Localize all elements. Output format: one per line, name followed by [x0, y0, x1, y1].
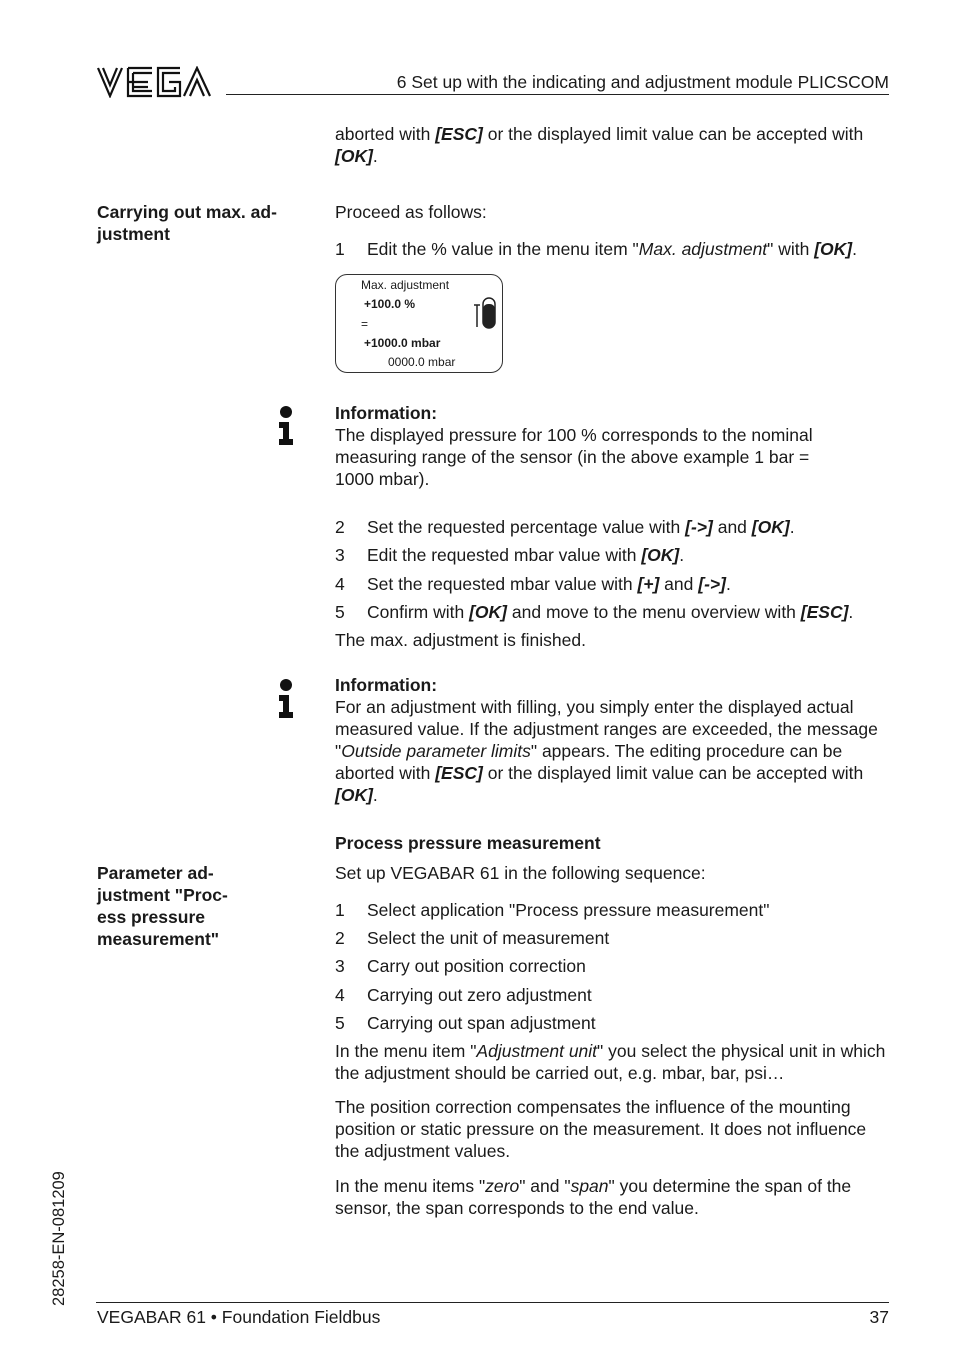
side-heading-max-adjustment: Carrying out max. ad- justment: [97, 202, 277, 244]
intro-paragraph: aborted with [ESC] or the displayed limit value can be accepted with [OK].: [335, 124, 864, 166]
max-step-3: 3 Edit the requested mbar value with [OK].: [335, 545, 685, 565]
tank-level-icon: [472, 295, 498, 331]
information-icon: [276, 405, 296, 445]
finished-text: The max. adjustment is finished.: [335, 630, 586, 650]
header-rule: [226, 94, 889, 95]
information-note-1: Information: The displayed pressure for 100 % corresponds to the nominal measuring range of the sensor (in the above example 1 bar = 1000 mbar).: [335, 403, 813, 489]
process-step-1: 1 Select application "Process pressure measurement": [335, 900, 770, 920]
information-note-2: Information: For an adjustment with filling, you simply enter the displayed actual measured value. If the adjustment ranges are exceeded, the message "Outside parameter limits" appears. The editing procedure can be aborted with [ESC] or the displayed limit value can be accepted with [OK].: [335, 675, 878, 805]
page-number: 37: [869, 1307, 889, 1327]
adjustment-unit-paragraph: In the menu item "Adjustment unit" you select the physical unit in which the adjustment should be carried out, e.g. mbar, bar, psi…: [335, 1041, 886, 1083]
lcd-equals: =: [361, 317, 369, 331]
lcd-percent: +100.0 %: [364, 297, 416, 311]
process-step-4: 4 Carrying out zero adjustment: [335, 985, 592, 1005]
lcd-display: [335, 274, 503, 373]
position-correction-paragraph: The position correction compensates the influence of the mounting position or static pressure on the measurement. It does not influence the adjustment values.: [335, 1097, 867, 1161]
vega-logo: [96, 66, 214, 98]
document-code: 28258-EN-081209: [50, 1171, 68, 1306]
max-step-1: 1 Edit the % value in the menu item "Max. adjustment" with [OK].: [335, 239, 858, 259]
proceed-text: Proceed as follows:: [335, 202, 487, 222]
process-step-5: 5 Carrying out span adjustment: [335, 1013, 596, 1033]
process-intro: Set up VEGABAR 61 in the following sequence:: [335, 863, 706, 883]
information-icon: [276, 678, 296, 718]
max-step-2: 2 Set the requested percentage value with [->] and [OK].: [335, 517, 795, 537]
lcd-current: 0000.0 mbar: [388, 355, 456, 369]
max-step-5: 5 Confirm with [OK] and move to the menu overview with [ESC].: [335, 602, 854, 622]
section-heading: Process pressure measurement: [335, 833, 601, 853]
side-heading-process-pressure: Parameter ad- justment "Proc- ess pressure measurement": [97, 863, 228, 949]
chapter-title: 6 Set up with the indicating and adjustment module PLICSCOM: [396, 72, 889, 92]
max-step-4: 4 Set the requested mbar value with [+] and [->].: [335, 574, 731, 594]
footer-rule: [96, 1302, 889, 1303]
process-step-2: 2 Select the unit of measurement: [335, 928, 610, 948]
footer-product: VEGABAR 61 • Foundation Fieldbus: [97, 1307, 381, 1327]
process-step-3: 3 Carry out position correction: [335, 956, 586, 976]
lcd-title: Max. adjustment: [361, 278, 450, 292]
zero-span-paragraph: In the menu items "zero" and "span" you determine the span of the sensor, the span corresponds to the end value.: [335, 1176, 852, 1218]
lcd-pressure: +1000.0 mbar: [364, 336, 441, 350]
